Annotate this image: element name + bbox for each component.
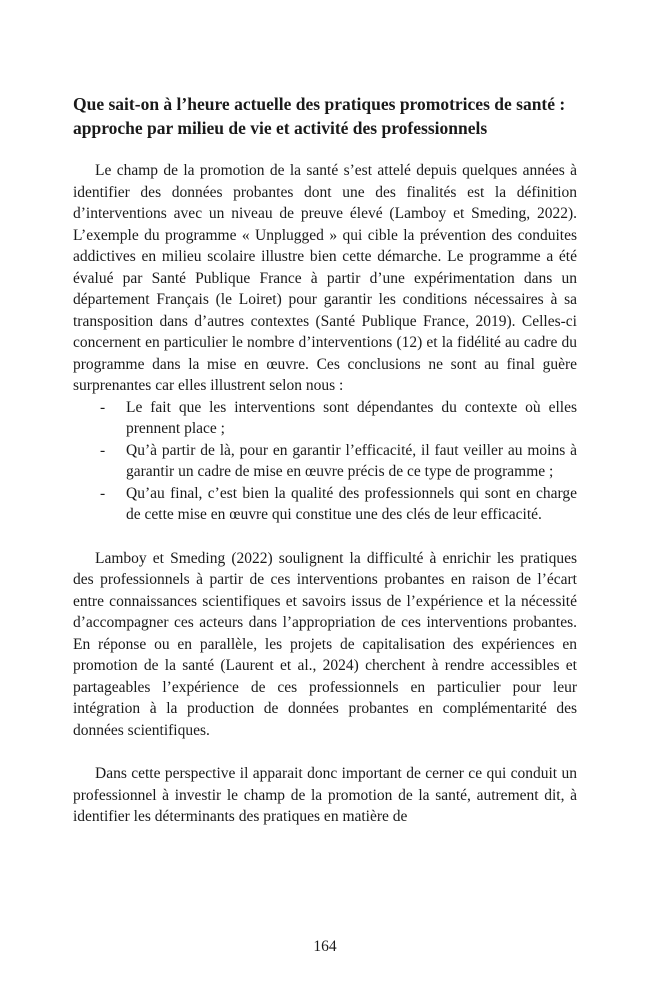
bullet-item-1	[73, 397, 577, 440]
page-body	[73, 92, 577, 828]
paragraph-spacer	[73, 741, 577, 763]
bullet-marker: -	[100, 398, 106, 416]
paragraph-1: Le champ de la promotion de la santé s’est attelé depuis quelques années à identifier des données probantes dont une des finalités est la définition d’interventions avec un niveau de preuve élevé (Lamboy et Smeding, 2022). L’exemple du programme « Unplugged » qui cible la prévention des conduites addictives en milieu scolaire illustre bien cette démarche. Le programme a été évalué par Santé Publique France à partir d’une expérimentation dans un département Français (le Loiret) pour garantir les conditions nécessaires à sa transposition dans d’autres contextes (Santé Publique France, 2019). Celles-ci concernent en particulier le nombre d’interventions (12) et la fidélité au cadre du programme dans la mise en œuvre. Ces conclusions ne sont au final guère surprenantes car elles illustrent selon nous :	[73, 162, 577, 394]
section-heading: Que sait-on à l’heure actuelle des pratiques promotrices de santé : approche par milieu de vie et activité des professionnels	[73, 94, 566, 138]
paragraph-3: Dans cette perspective il apparait donc important de cerner ce qui conduit un professionnel à investir le champ de la promotion de la santé, autrement dit, à identifier les déterminants des pratiques en matière de	[73, 765, 577, 825]
paragraph-spacer	[73, 526, 577, 548]
bullet-text: Qu’au final, c’est bien la qualité des professionnels qui sont en charge de cette mise en œuvre qui constitue une des clés de leur efficacité.	[126, 484, 577, 523]
bullet-item-3	[73, 483, 577, 526]
bullet-item-2	[73, 440, 577, 483]
bullet-list	[73, 397, 577, 526]
page-number: 164	[313, 938, 337, 955]
paragraph-2: Lamboy et Smeding (2022) soulignent la difficulté à enrichir les pratiques des professionnels à partir de ces interventions probantes en raison de l’écart entre connaissances scientifiques et savoirs issus de l’expérience et la nécessité d’accompagner ces acteurs dans l’appropriation de ces interventions probantes. En réponse ou en parallèle, les projets de capitalisation des expériences en promotion de la santé (Laurent et al., 2024) cherchent à rendre accessibles et partageables l’expérience de ces professionnels en particulier pour leur intégration à la production de données probantes en complémentarité des données scientifiques.	[73, 549, 577, 739]
bullet-marker: -	[100, 484, 106, 502]
bullet-text: Qu’à partir de là, pour en garantir l’efficacité, il faut veiller au moins à garantir un cadre de mise en œuvre précis de ce type de programme ;	[126, 441, 577, 480]
bullet-text: Le fait que les interventions sont dépendantes du contexte où elles prennent place ;	[126, 398, 577, 437]
bullet-marker: -	[100, 441, 106, 459]
